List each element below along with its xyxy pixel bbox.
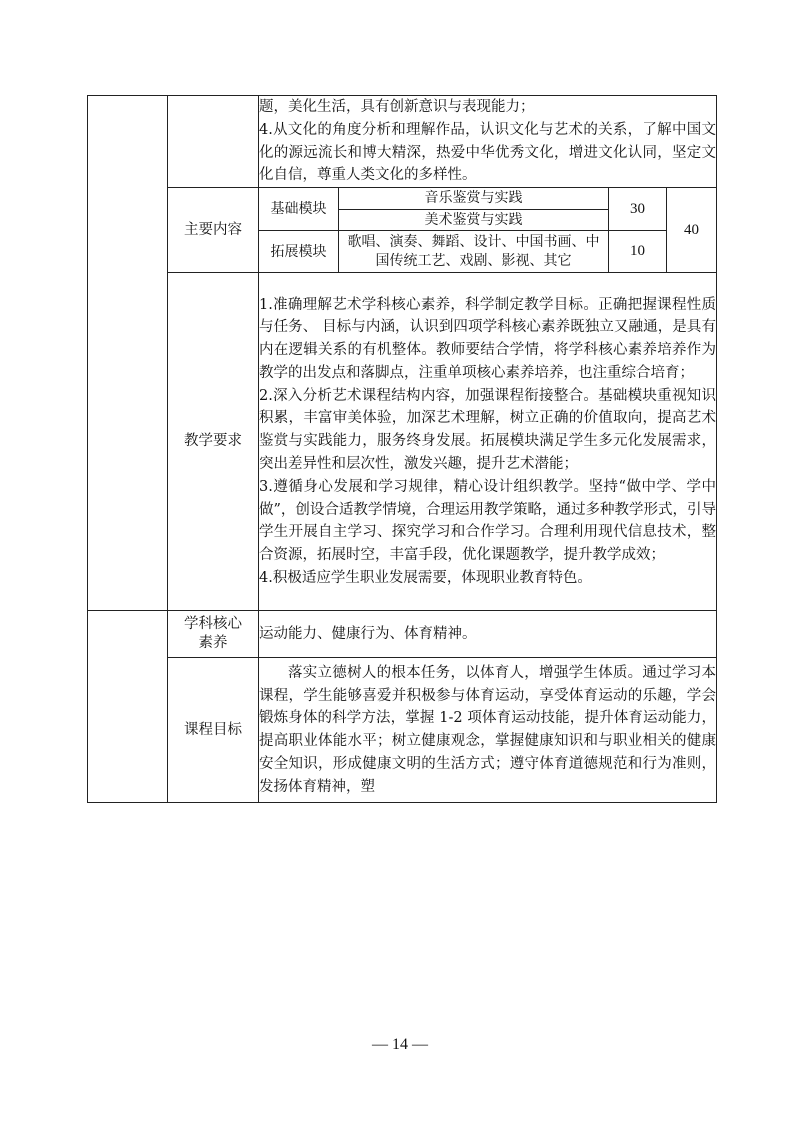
teaching-requirements-cell <box>259 273 717 611</box>
pe-core-text: 运动能力、健康行为、体育精神。 <box>259 611 717 658</box>
art-goal-4: 4.从文化的角度分析和理解作品，认识文化与艺术的关系，了解中国文化的源远流长和博大精深，热爱中华优秀文化，增进文化认同，坚定文化自信，尊重人类文化的多样性。 <box>259 121 716 184</box>
basic-module-hours: 30 <box>609 188 667 231</box>
pe-goals-text: 落实立德树人的根本任务，以体育人，增强学生体质。通过学习本课程，学生能够喜爱并积极参与体育运动，享受体育运动的乐趣，学会锻炼身体的科学方法，掌握 1-2 项体育运动技能，提升体育运动能力，提高职业体能水平；树立健康观念，掌握健康知识和与职业相关的健康安全知识，形成健康文明的生活方式；遵守体育道德规范和行为准则，发扬体育精神，塑 <box>259 664 716 795</box>
basic-module-items-cell <box>339 188 609 231</box>
teaching-item-2: 2.深入分析艺术课程结构内容，加强课程衔接整合。基础模块重视知识积累，丰富审美体验，加深艺术理解，树立正确的价值取向，提高艺术鉴赏与实践能力，服务终身发展。拓展模块满足学生多元化发展需求，突出差异性和层次性，激发兴趣，提升艺术潜能； <box>259 387 716 473</box>
ext-module-items: 歌唱、演奏、舞蹈、设计、中国书画、中国传统工艺、戏剧、影视、其它 <box>339 231 609 273</box>
art-goals-cell <box>259 96 717 188</box>
pe-goals-row <box>88 658 717 803</box>
art-goals-row <box>88 96 717 188</box>
art-goals-label-cell <box>168 96 259 188</box>
basic-item-music: 音乐鉴赏与实践 <box>339 188 608 210</box>
art-course-name-cell <box>88 96 168 611</box>
main-content-basic-row <box>88 188 717 231</box>
main-content-label: 主要内容 <box>168 188 259 273</box>
ext-module-label: 拓展模块 <box>259 231 339 273</box>
teaching-requirements-row <box>88 273 717 611</box>
ext-module-hours: 10 <box>609 231 667 273</box>
basic-item-fineart: 美术鉴赏与实践 <box>424 212 523 229</box>
teaching-item-3: 3.遵循身心发展和学习规律，精心设计组织教学。坚持“做中学、学中做”，创设合适教学情境，合理运用教学策略，通过多种教学形式，引导学生开展自主学习、探究学习和合作学习。合理利用现代信息技术，整合资源，拓展时空，丰富手段，优化课题教学，提升教学成效； <box>259 478 716 564</box>
pe-goals-label: 课程目标 <box>168 658 259 803</box>
page-number: — 14 — <box>372 1036 428 1053</box>
pe-core-row <box>88 611 717 658</box>
pe-core-label: 学科核心素养 <box>168 611 259 658</box>
basic-module-label: 基础模块 <box>259 188 339 231</box>
pe-course-name-cell <box>88 611 168 803</box>
course-table <box>87 95 717 803</box>
pe-goals-cell <box>259 658 717 803</box>
teaching-item-1: 1.准确理解艺术学科核心素养，科学制定教学目标。正确把握课程性质与任务、 目标与内涵，认识到四项学科核心素养既独立又融通，是具有内在逻辑关系的有机整体。教师要结合学情，将学科核心素养培养作为教学的出发点和落脚点，注重单项核心素养培养，也注重综合培育； <box>259 296 716 381</box>
teaching-item-4: 4.积极适应学生职业发展需要，体现职业教育特色。 <box>259 570 592 587</box>
art-goal-3-tail: 题，美化生活，具有创新意识与表现能力； <box>259 99 535 115</box>
teaching-requirements-label: 教学要求 <box>168 273 259 611</box>
total-hours: 40 <box>667 188 717 273</box>
